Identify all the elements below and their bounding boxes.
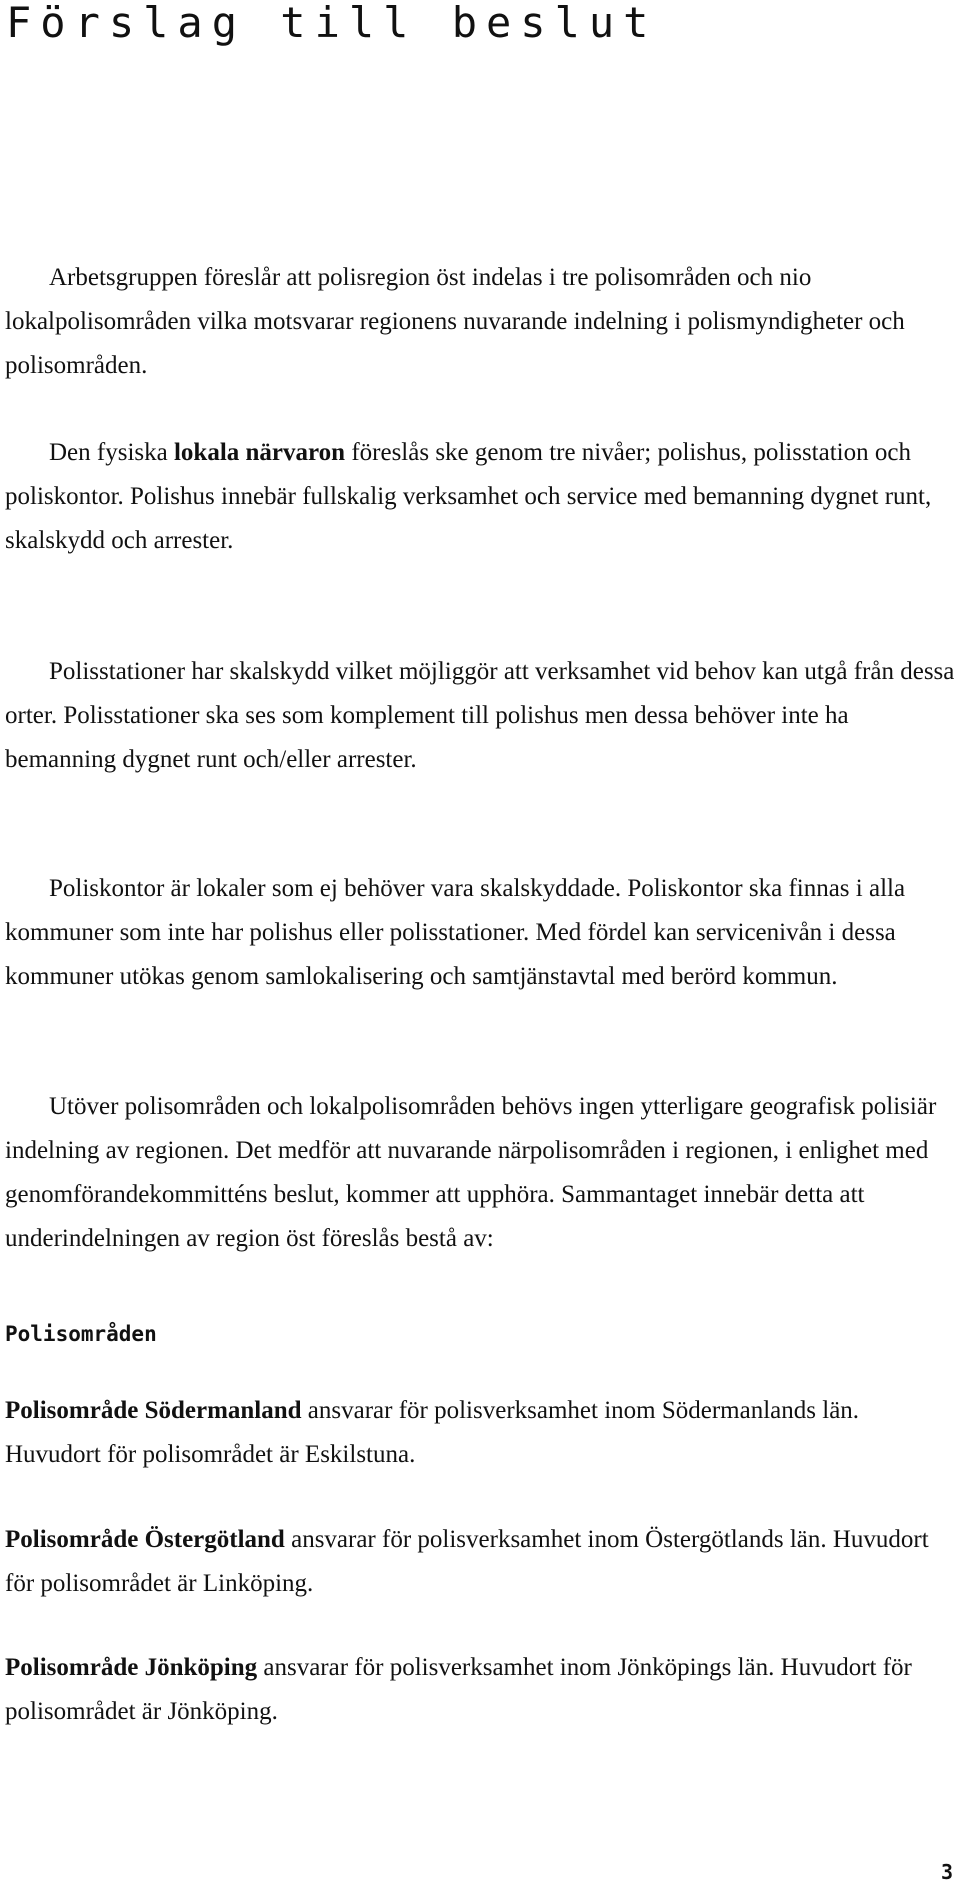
area-name: Polisområde Jönköping <box>5 1654 258 1681</box>
presence-lead: Den fysiska <box>49 439 174 466</box>
area-text: ansvarar för polisverksamhet inom Södermanlands län. Huvudort för polisområdet är Eskilstuna. <box>5 1397 860 1468</box>
police-stations-paragraph <box>5 650 955 782</box>
area-ostergotland <box>5 1518 955 1606</box>
offices-text: Poliskontor är lokaler som ej behöver vara skalskyddade. Poliskontor ska finnas i alla kommuner som inte har polishus eller polisstationer. Med fördel kan servicenivån i dessa kommuner utökas genom samlokalisering och samtjänstavtal med berörd kommun. <box>5 875 906 990</box>
area-text: ansvarar för polisverksamhet inom Östergötlands län. Huvudort för polisområdet är Linköping. <box>5 1526 929 1597</box>
area-jonkoping <box>5 1646 955 1734</box>
section-heading-polisomraden: Polisområden <box>5 1322 157 1346</box>
area-sodermanland <box>5 1389 955 1477</box>
local-presence-paragraph <box>5 431 955 563</box>
beyond-text: Utöver polisområden och lokalpolisområden behövs ingen ytterligare geografisk polisiär indelning av regionen. Det medför att nuvarande närpolisområden i regionen, i enlighet med genomförandekommitténs beslut, kommer att upphöra. Sammantaget innebär detta att underindelningen av region öst föreslås bestå av: <box>5 1093 937 1252</box>
police-offices-paragraph <box>5 867 955 999</box>
stations-text: Polisstationer har skalskydd vilket möjliggör att verksamhet vid behov kan utgå från dessa orter. Polisstationer ska ses som komplement till polishus men dessa behöver inte ha bemanning dygnet runt och/eller arrester. <box>5 658 955 773</box>
area-name: Polisområde Södermanland <box>5 1397 302 1424</box>
area-name: Polisområde Östergötland <box>5 1526 285 1553</box>
page-number: 3 <box>940 1860 953 1884</box>
intro-text: Arbetsgruppen föreslår att polisregion öst indelas i tre polisområden och nio lokalpolisområden vilka motsvarar regionens nuvarande indelning i polismyndigheter och polisområden. <box>5 264 905 379</box>
page-title: Förslag till beslut <box>6 0 658 47</box>
presence-bold-term: lokala närvaron <box>173 439 346 466</box>
area-text: ansvarar för polisverksamhet inom Jönköpings län. Huvudort för polisområdet är Jönköping. <box>5 1654 912 1725</box>
intro-paragraph <box>5 256 955 388</box>
presence-text: föreslås ske genom tre nivåer; polishus, polisstation och poliskontor. Polishus innebär fullskalig verksamhet och service med bemanning dygnet runt, skalskydd och arrester. <box>5 439 932 554</box>
subdivision-paragraph <box>5 1085 955 1261</box>
